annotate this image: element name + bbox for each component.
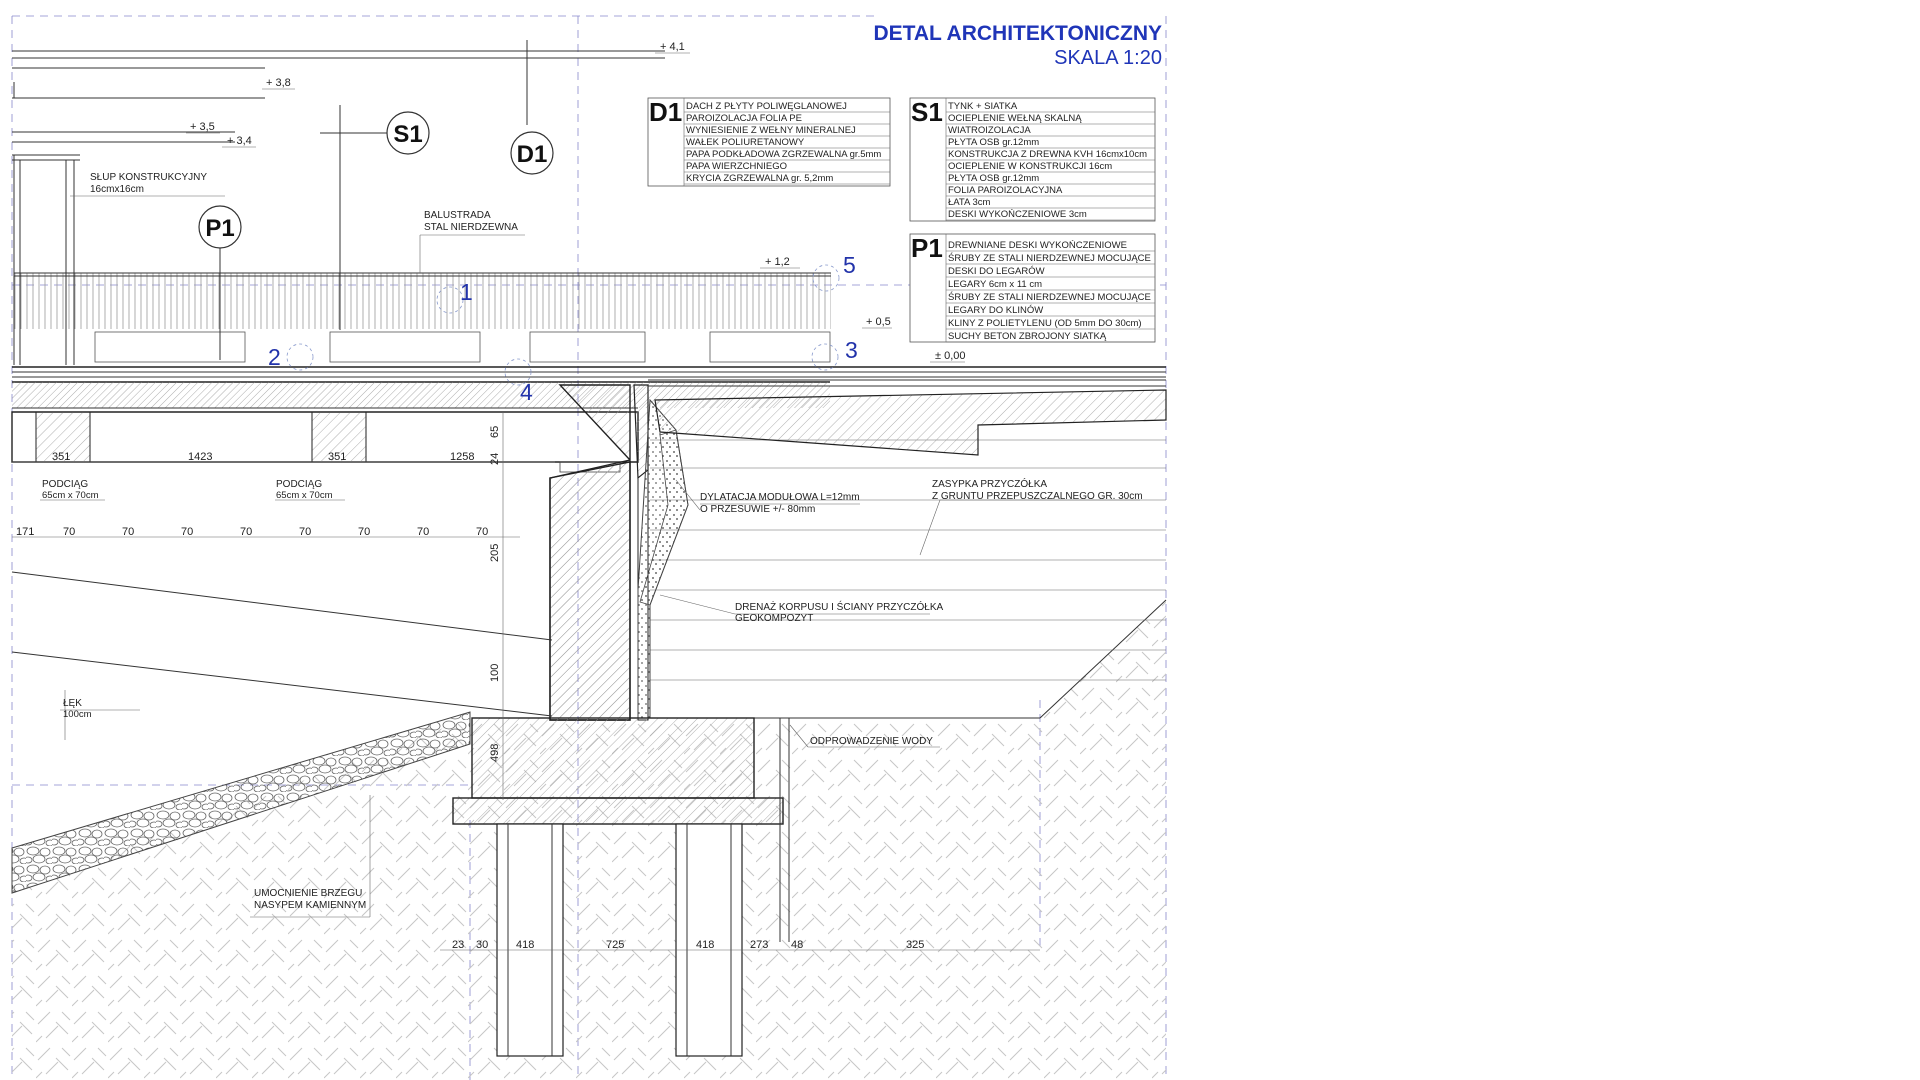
legend-s1-item: FOLIA PAROIZOLACYJNA xyxy=(948,185,1063,196)
note-zasypka-2: Z GRUNTU PRZEPUSZCZALNEGO GR. 30cm xyxy=(932,491,1143,502)
dim-spacing-1: 171 xyxy=(16,526,35,538)
legend-p1-item: KLINY Z POLIETYLENU (OD 5mm DO 30cm) xyxy=(948,318,1142,329)
legend-p1-item: ŚRUBY ZE STALI NIERDZEWNEJ MOCUJĄCE xyxy=(948,292,1151,303)
legend-p1 xyxy=(910,233,1155,342)
dim-bottom-3: 418 xyxy=(516,939,535,951)
note-umocnienie-2: NASYPEM KAMIENNYM xyxy=(254,900,367,911)
bubble-d1 xyxy=(511,132,553,174)
dim-spacing-7: 70 xyxy=(358,526,371,538)
legend-s1-item: DESKI WYKOŃCZENIOWE 3cm xyxy=(948,209,1087,220)
dim-spacing-8: 70 xyxy=(417,526,430,538)
legend-d1-item: PAROIZOLACJA FOLIA PE xyxy=(686,113,802,124)
dim-bottom-6: 273 xyxy=(750,939,769,951)
legend-d1-item: PAPA WIERZCHNIEGO xyxy=(686,161,787,172)
dim-spacing-9: 70 xyxy=(476,526,489,538)
level-41: + 4,1 xyxy=(660,41,685,53)
marker-1: 1 xyxy=(460,279,473,305)
note-balustrada-1: BALUSTRADA xyxy=(424,210,491,221)
dim-vertical-3: 100 xyxy=(489,663,501,682)
note-podciag-a-1: PODCIĄG xyxy=(42,479,89,490)
legend-d1-code: D1 xyxy=(649,97,683,127)
legend-d1-item: WAŁEK POLIURETANOWY xyxy=(686,137,805,148)
note-dylatacja-2: O PRZESUWIE +/- 80mm xyxy=(700,504,816,515)
legend-s1-item: PŁYTA OSB gr.12mm xyxy=(948,137,1040,148)
legend-d1-item: KRYCIA ZGRZEWALNA gr. 5,2mm xyxy=(686,173,834,184)
note-balustrada-2: STAL NIERDZEWNA xyxy=(424,222,518,233)
note-drenaz-2: GEOKOMPOZYT xyxy=(735,613,814,624)
bubble-s1-label: S1 xyxy=(393,121,423,148)
note-umocnienie-1: UMOCNIENIE BRZEGU xyxy=(254,888,363,899)
legend-d1-item: DACH Z PŁYTY POLIWĘGLANOWEJ xyxy=(686,101,847,112)
dim-beam-1: 351 xyxy=(52,451,71,463)
dim-bottom-8: 325 xyxy=(906,939,925,951)
legend-p1-item: SUCHY BETON ZBROJONY SIATKĄ xyxy=(948,331,1107,342)
legend-d1-item: WYNIESIENIE Z WEŁNY MINERALNEJ xyxy=(686,125,856,136)
note-slup-2: 16cmx16cm xyxy=(90,184,144,195)
marker-5: 5 xyxy=(843,252,856,278)
dim-vertical-1: 65 xyxy=(489,425,501,438)
dim-spacing-5: 70 xyxy=(240,526,253,538)
legend-s1 xyxy=(910,97,1155,221)
note-dylatacja-1: DYLATACJA MODUŁOWA L=12mm xyxy=(700,492,860,503)
level-38: + 3,8 xyxy=(266,77,291,89)
marker-4: 4 xyxy=(520,379,533,405)
legend-s1-item: PŁYTA OSB gr.12mm xyxy=(948,173,1040,184)
note-slup-1: SŁUP KONSTRUKCYJNY xyxy=(90,172,208,183)
dim-spacing-6: 70 xyxy=(299,526,312,538)
marker-3: 3 xyxy=(845,337,858,363)
dim-vertical-4: 498 xyxy=(489,743,501,762)
level-12: + 1,2 xyxy=(765,256,790,268)
note-drenaz-1: DRENAŻ KORPUSU I ŚCIANY PRZYCZÓŁKA xyxy=(735,602,944,613)
legend-s1-item: OCIEPLENIE W KONSTRUKCJI 16cm xyxy=(948,161,1113,172)
bubble-s1 xyxy=(323,112,429,154)
title-text: DETAL ARCHITEKTONICZNY xyxy=(873,22,1162,45)
legend-s1-item: TYNK + SIATKA xyxy=(948,101,1018,112)
dim-bottom-7: 48 xyxy=(791,939,804,951)
bubble-d1-label: D1 xyxy=(516,141,548,168)
abutment-wall xyxy=(550,385,688,720)
note-lek-1: ŁĘK xyxy=(63,698,82,709)
dim-bottom-2: 30 xyxy=(476,939,489,951)
legend-s1-code: S1 xyxy=(911,97,943,127)
note-odprowadzenie: ODPROWADZENIE WODY xyxy=(810,736,933,747)
bubble-p1-label: P1 xyxy=(205,215,235,242)
note-podciag-a-2: 65cm x 70cm xyxy=(42,490,99,501)
legend-p1-item: LEGARY DO KLINÓW xyxy=(948,305,1044,316)
balustrade xyxy=(14,273,831,362)
level-34: + 3,4 xyxy=(227,135,252,147)
legend-d1-item: PAPA PODKŁADOWA ZGRZEWALNA gr.5mm xyxy=(686,149,882,160)
deck-slab xyxy=(12,412,638,472)
note-podciag-b-2: 65cm x 70cm xyxy=(276,490,333,501)
scale-text: SKALA 1:20 xyxy=(1054,47,1162,69)
dim-bottom-5: 418 xyxy=(696,939,715,951)
dim-beam-3: 351 xyxy=(328,451,347,463)
dim-beam-2: 1423 xyxy=(188,451,213,463)
legend-s1-item: ŁATA 3cm xyxy=(948,197,991,208)
legend-p1-code: P1 xyxy=(911,233,943,263)
level-05: + 0,5 xyxy=(866,316,891,328)
dim-vertical-2: 205 xyxy=(489,543,501,562)
dim-bottom-1: 23 xyxy=(452,939,465,951)
dim-spacing-2: 70 xyxy=(63,526,76,538)
drawing-title xyxy=(873,22,1162,69)
legend-s1-item: WIATROIZOLACJA xyxy=(948,125,1031,136)
dim-spacing-3: 70 xyxy=(122,526,135,538)
legend-s1-item: KONSTRUKCJA Z DREWNA KVH 16cmx10cm xyxy=(948,149,1148,160)
legend-p1-item: DESKI DO LEGARÓW xyxy=(948,266,1045,277)
level-35: + 3,5 xyxy=(190,121,215,133)
legend-s1-item: OCIEPLENIE WEŁNĄ SKALNĄ xyxy=(948,113,1082,124)
legend-p1-item: DREWNIANE DESKI WYKOŃCZENIOWE xyxy=(948,240,1127,251)
backfill-layer-lines xyxy=(650,440,1166,680)
legend-p1-item: LEGARY 6cm x 11 cm xyxy=(948,279,1042,290)
marker-2: 2 xyxy=(268,344,281,370)
note-zasypka-1: ZASYPKA PRZYCZÓŁKA xyxy=(932,479,1048,490)
note-lek-2: 100cm xyxy=(63,709,92,720)
level-00: ± 0,00 xyxy=(935,350,966,362)
legend-p1-item: ŚRUBY ZE STALI NIERDZEWNEJ MOCUJĄCE xyxy=(948,253,1151,264)
note-podciag-b-1: PODCIĄG xyxy=(276,479,323,490)
dim-spacing-4: 70 xyxy=(181,526,194,538)
legend-d1 xyxy=(648,97,890,186)
dim-bottom-4: 725 xyxy=(606,939,625,951)
arch-lines xyxy=(12,572,552,716)
dim-beam-small: 24 xyxy=(489,452,501,465)
foundation-footing xyxy=(453,718,783,824)
dim-beam-4: 1258 xyxy=(450,451,475,463)
